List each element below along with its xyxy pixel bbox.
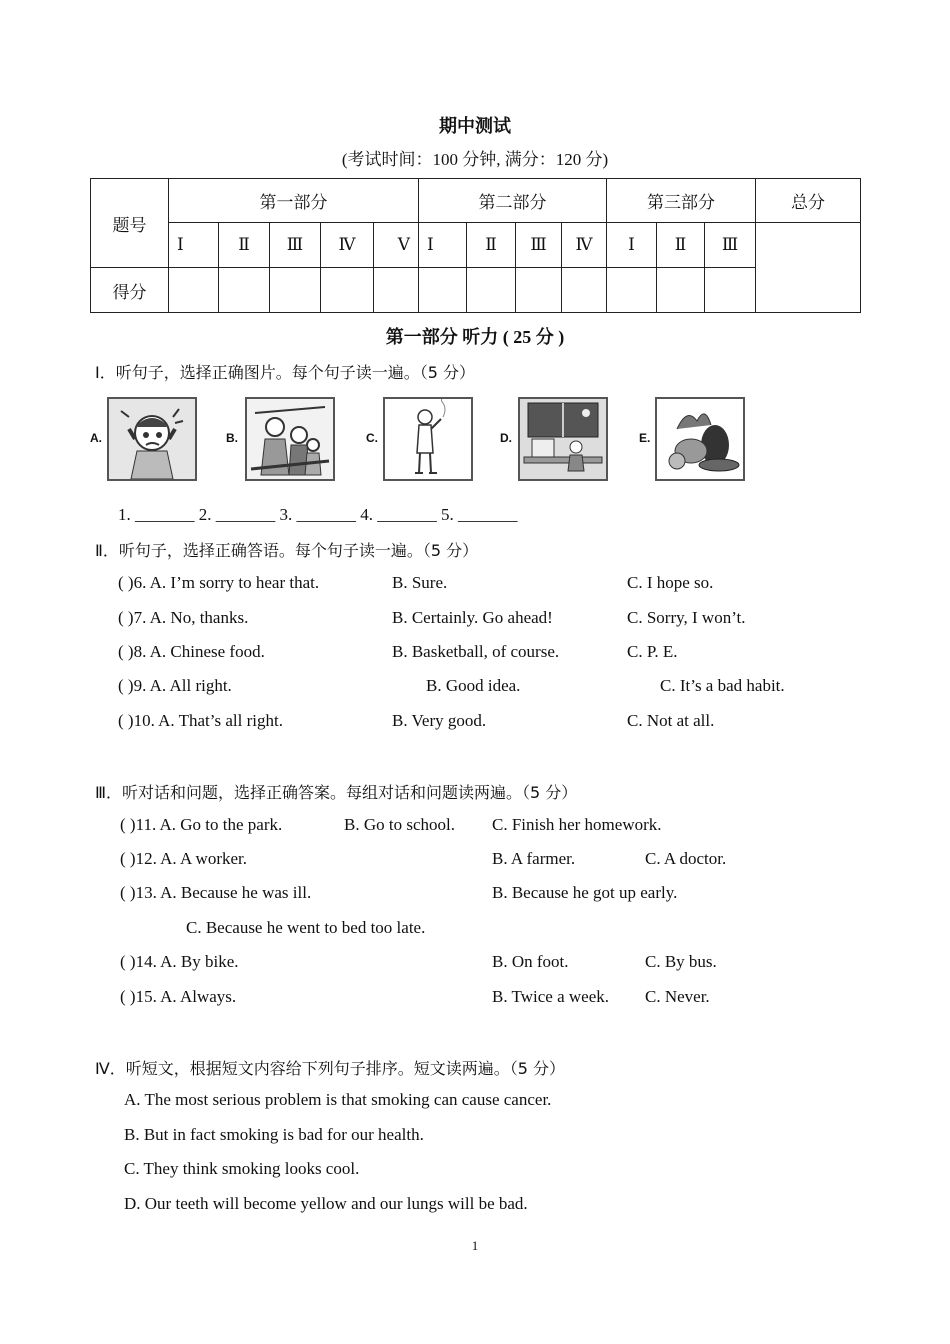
headache-boy-icon [107, 397, 197, 481]
section-1-heading: Ⅰ．听句子，选择正确图片。每个句子读一遍。（5 分） [95, 363, 475, 382]
question-13-option-b: B. Because he got up early. [492, 883, 678, 902]
question-12: ( )12. A. A worker. [120, 849, 248, 868]
question-6-option-c: C. I hope so. [627, 573, 714, 592]
question-7-option-c: C. Sorry, I won’t. [627, 608, 746, 627]
col-header: Ⅱ [467, 223, 516, 268]
page-title: 期中测试 [439, 116, 511, 136]
sentence-b: B. But in fact smoking is bad for our health. [124, 1125, 424, 1144]
smoking-man-icon [383, 397, 473, 481]
question-6: ( )6. A. I’m sorry to hear that. [118, 573, 320, 592]
section-2-heading: Ⅱ．听句子，选择正确答语。每个句子读一遍。（5 分） [95, 541, 479, 560]
sentence-a: A. The most serious problem is that smoking can cause cancer. [124, 1090, 552, 1109]
sentence-c: C. They think smoking looks cool. [124, 1159, 360, 1178]
picture-label-d: D. [500, 431, 512, 445]
score-label: 得分 [91, 268, 169, 313]
score-cell[interactable] [419, 268, 467, 313]
sentence-d: D. Our teeth will become yellow and our lungs will be bad. [124, 1194, 528, 1213]
computer-desk-night-icon [518, 397, 608, 481]
col-header: Ⅰ [419, 223, 467, 268]
question-8-option-b: B. Basketball, of course. [392, 642, 560, 661]
question-8-option-c: C. P. E. [627, 642, 678, 661]
question-15-option-b: B. Twice a week. [492, 987, 609, 1006]
question-10: ( )10. A. That’s all right. [118, 711, 283, 730]
score-cell[interactable] [169, 268, 219, 313]
col-header: Ⅲ [705, 223, 756, 268]
score-cell[interactable] [516, 268, 562, 313]
exam-info: (考试时间：100 分钟, 满分：120 分) [341, 150, 609, 169]
question-13: ( )13. A. Because he was ill. [120, 883, 312, 902]
score-cell[interactable] [219, 268, 270, 313]
question-14: ( )14. A. By bike. [120, 952, 239, 971]
col-header: Ⅲ [516, 223, 562, 268]
question-8: ( )8. A. Chinese food. [118, 642, 265, 661]
score-cell[interactable] [467, 268, 516, 313]
section-4-heading: Ⅳ．听短文，根据短文内容给下列句子排序。短文读两遍。（5 分） [95, 1059, 566, 1078]
score-cell[interactable] [705, 268, 756, 313]
part-one-title: 第一部分 听力 ( 25 分 ) [385, 327, 565, 347]
picture-label-c: C. [366, 431, 378, 445]
picture-label-e: E. [639, 431, 651, 445]
part-two-header: 第二部分 [419, 179, 607, 223]
question-11-option-c: C. Finish her homework. [492, 815, 662, 834]
score-cell[interactable] [270, 268, 321, 313]
total-score-cell[interactable] [756, 223, 861, 313]
col-header: Ⅰ [169, 223, 219, 268]
score-cell[interactable] [374, 268, 419, 313]
col-header: Ⅲ [270, 223, 321, 268]
question-12-option-c: C. A doctor. [645, 849, 727, 868]
question-number-label: 题号 [91, 179, 169, 268]
question-9: ( )9. A. All right. [118, 676, 232, 695]
col-header: Ⅱ [219, 223, 270, 268]
question-9-option-c: C. It’s a bad habit. [660, 676, 785, 695]
question-15-option-c: C. Never. [645, 987, 710, 1006]
score-cell[interactable] [321, 268, 374, 313]
question-13-option-c: C. Because he went to bed too late. [186, 918, 426, 937]
score-cell[interactable] [657, 268, 705, 313]
picture-label-b: B. [226, 431, 238, 445]
question-12-option-b: B. A farmer. [492, 849, 576, 868]
score-cell[interactable] [562, 268, 607, 313]
question-11: ( )11. A. Go to the park. [120, 815, 283, 834]
question-7: ( )7. A. No, thanks. [118, 608, 249, 627]
section-3-heading: Ⅲ．听对话和问题，选择正确答案。每组对话和问题读两遍。（5 分） [95, 783, 578, 802]
col-header: Ⅰ [607, 223, 657, 268]
question-14-option-b: B. On foot. [492, 952, 569, 971]
score-cell[interactable] [607, 268, 657, 313]
vegetables-icon [655, 397, 745, 481]
page-number: 1 [471, 1238, 479, 1253]
col-header: Ⅳ [321, 223, 374, 268]
col-header: Ⅱ [657, 223, 705, 268]
question-15: ( )15. A. Always. [120, 987, 237, 1006]
family-icon [245, 397, 335, 481]
question-14-option-c: C. By bus. [645, 952, 717, 971]
picture-label-a: A. [90, 431, 102, 445]
score-table [90, 178, 861, 313]
question-11-option-b: B. Go to school. [344, 815, 455, 834]
section-1-answer-blanks[interactable]: 1. _______ 2. _______ 3. _______ 4. _______ 5. _______ [118, 505, 518, 524]
part-one-header: 第一部分 [169, 179, 419, 223]
question-6-option-b: B. Sure. [392, 573, 448, 592]
col-header: Ⅳ [562, 223, 607, 268]
question-10-option-c: C. Not at all. [627, 711, 715, 730]
question-7-option-b: B. Certainly. Go ahead! [392, 608, 553, 627]
question-10-option-b: B. Very good. [392, 711, 487, 730]
col-header: Ⅴ [374, 223, 419, 268]
part-three-header: 第三部分 [607, 179, 756, 223]
question-9-option-b: B. Good idea. [426, 676, 521, 695]
total-score-header: 总分 [756, 179, 861, 223]
